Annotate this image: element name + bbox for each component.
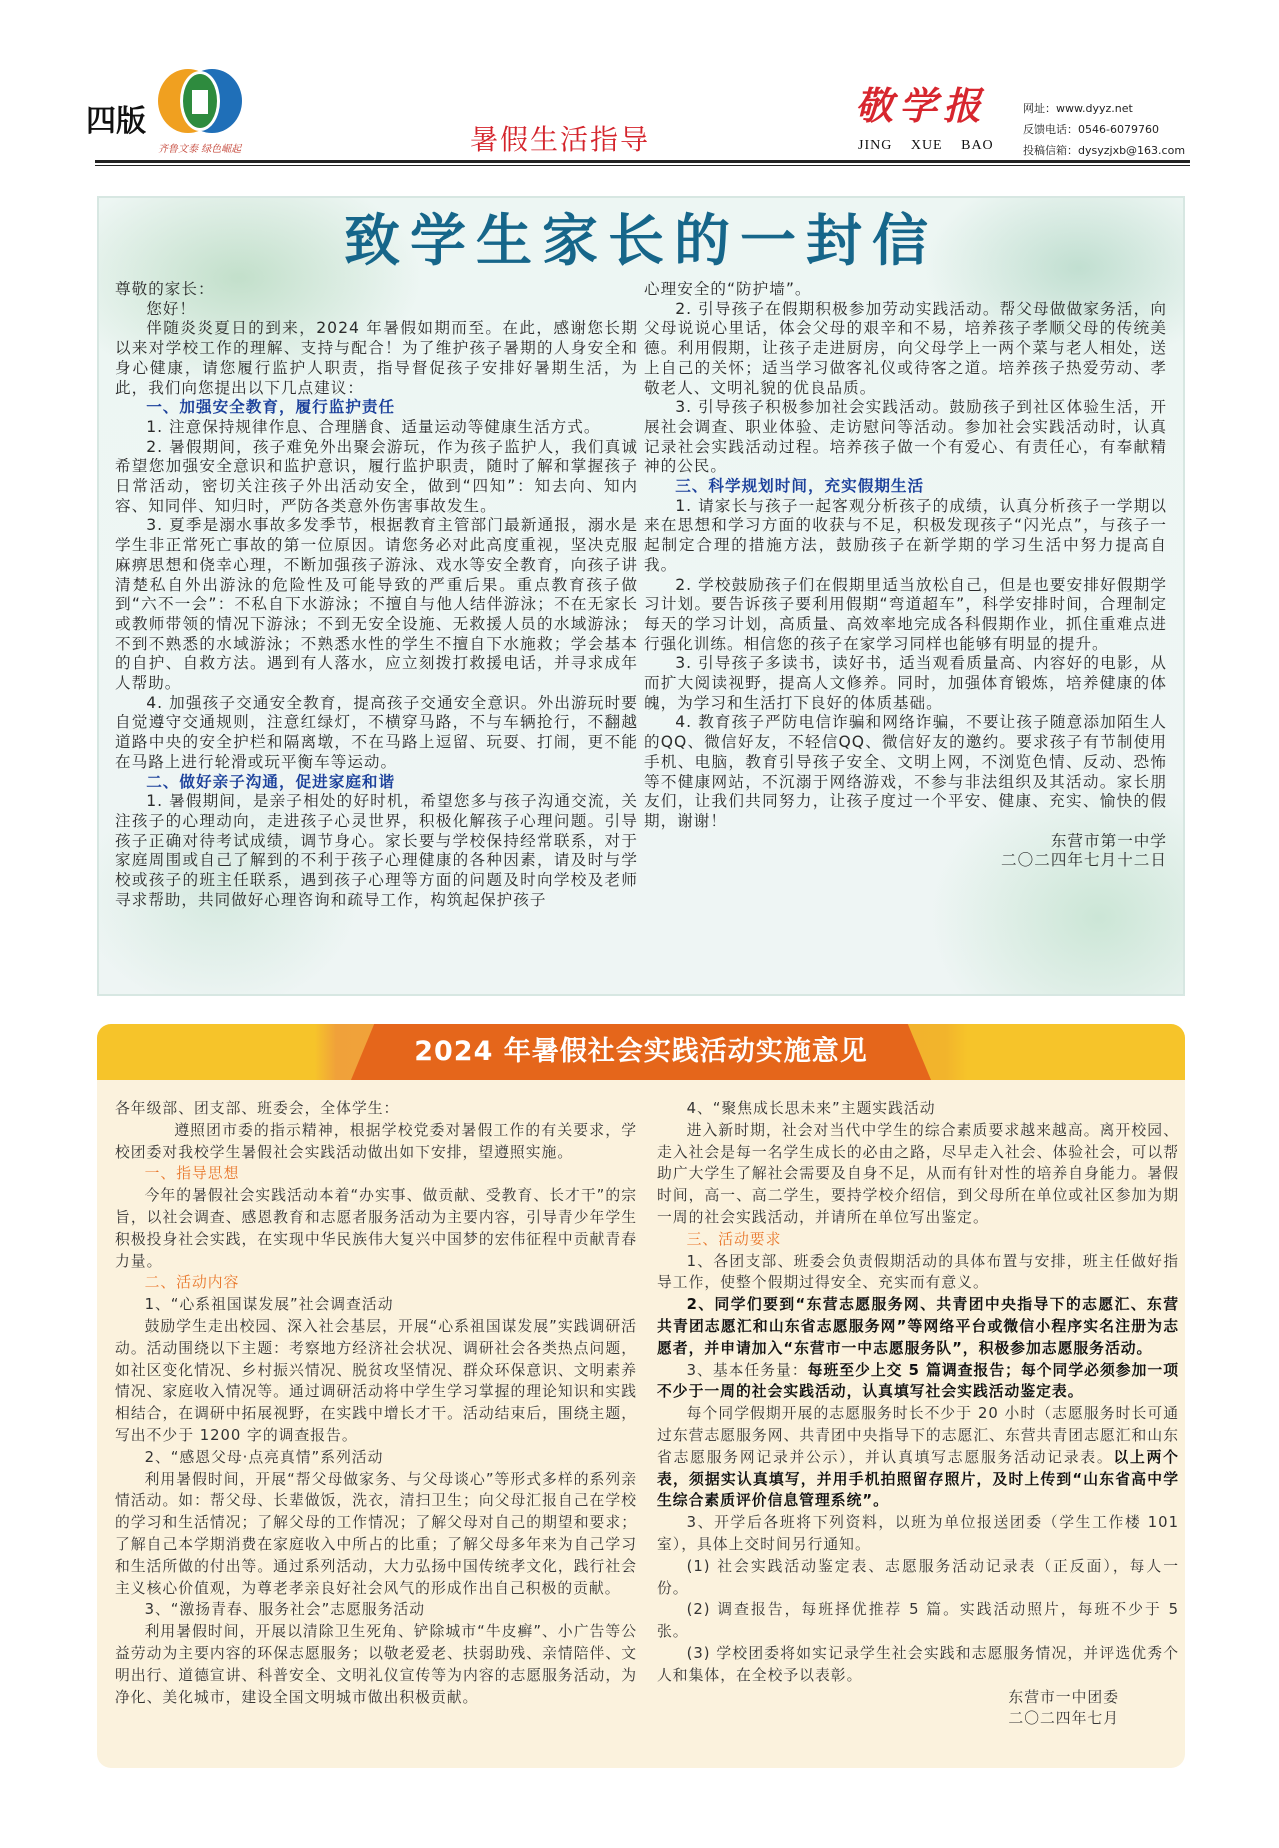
paragraph-text: 今年的暑假社会实践活动本着“办实事、做贡献、受教育、长才干”的宗旨，以社会调查、感恩教育和志愿者服务活动为主要内容，引导青少年学生积极投身社会实践，在实现中华民族伟大复兴中国梦的宏伟征程中贡献青春力量。 (115, 1187, 637, 1270)
paragraph-text: 1、“心系祖国谋发展”社会调查活动 (144, 1296, 394, 1314)
paragraph (115, 319, 638, 398)
section-heading (115, 1163, 637, 1185)
paragraph-text: 心理安全的“防护墙”。 (644, 280, 812, 298)
paragraph (115, 792, 638, 910)
paragraph-text: 鼓励学生走出校园、深入社会基层，开展“心系祖国谋发展”实践调研活动。活动围绕以下主题：考察地方经济社会状况、调研社会各类热点问题，如社区变化情况、乡村振兴情况、脱贫攻坚情况、群众环保意识、文明素养情况、家庭收入情况等。通过调研活动将中学生学习掌握的理论知识和实践相结合，在调研中拓展视野，在实践中增长才干。活动结束后，围绕主题，写出不少于 1200 字的调查报告。 (115, 1317, 637, 1444)
paragraph (115, 1621, 637, 1708)
paragraph (657, 1643, 1179, 1687)
paragraph-text: 1. 暑假期间，是亲子相处的好时机，希望您多与孩子沟通交流，关注孩子的心理动向，走进孩子心灵世界，积极化解孩子心理问题。引导孩子正确对待考试成绩，调节身心。家长要与学校保持经常联系，对于家庭周围或自己了解到的不利于孩子心理健康的各种因素，请及时与学校或孩子的班主任联系，遇到孩子心理等方面的问题及时向学校及老师寻求帮助，共同做好心理咨询和疏导工作，构筑起保护孩子 (115, 792, 638, 909)
paragraph-text: 每个同学假期开展的志愿服务时长不少于 20 小时（志愿服务时长可通过东营志愿服务网、共青团中央指导下的志愿汇、东营共青团志愿汇和山东省志愿服务网记录并公示），并认真填写志愿服务活动记录表。 (657, 1405, 1179, 1466)
signature-line (644, 851, 1217, 871)
paragraph-text: 1. 注意保持规律作息、合理膳食、适量运动等健康生活方式。 (146, 417, 601, 436)
paragraph-text: 2、“感恩父母·点亮真情”系列活动 (144, 1448, 384, 1466)
paragraph (115, 1120, 637, 1164)
paragraph-text: 东营市第一中学 (1050, 831, 1234, 850)
paragraph (644, 654, 1167, 713)
letter-right-column (644, 280, 1234, 871)
bold-text: 每班至少上交 5 篇调查报告；每个同学必须参加一项不少于一周的社会实践活动，认真填写社会实践活动鉴定表。 (657, 1361, 1179, 1401)
logo-tagline: 齐鲁文泰 绿色崛起 (158, 144, 242, 155)
phone: 反馈电话：0546-6079760 (1023, 123, 1159, 136)
bold-text: 2、同学们要到“东营志愿服务网、共青团中央指导下的志愿汇、东营共青团志愿汇和山东省志愿服务网”等网络平台或微信小程序实名注册为志愿者，并申请加入“东营市一中志愿服务队”，积极参加志愿服务活动。 (657, 1296, 1179, 1357)
signature-line (657, 1687, 1179, 1709)
section-title: 暑假生活指导 (470, 123, 651, 156)
paragraph (657, 1512, 1179, 1556)
paragraph-text: 1. 请家长与孩子一起客观分析孩子的成绩，认真分析孩子一学期以来在思想和学习方面的收获与不足，积极发现孩子“闪光点”，与孩子一起制定合理的措施方法，鼓励孩子在新学期的学习生活中努力提高自我。 (644, 496, 1167, 574)
paragraph-text: 一、加强安全教育，履行监护责任 (146, 398, 396, 417)
paragraph (644, 398, 1167, 477)
paragraph-text: 利用暑假时间，开展以清除卫生死角、铲除城市“牛皮癣”、小广告等公益劳动为主要内容的环保志愿服务；以敬老爱老、扶弱助残、亲情陪伴、文明出行、道德宣讲、科普安全、文明礼仪宣传等为内容的志愿服务活动，为净化、美化城市，建设全国文明城市做出积极贡献。 (115, 1623, 637, 1706)
paper-name: 敬学报 (855, 83, 988, 128)
paragraph (657, 1599, 1179, 1643)
paragraph (657, 1360, 1179, 1404)
paragraph (115, 438, 638, 517)
section-heading (644, 477, 1167, 497)
edition-label: 四版 (86, 104, 146, 139)
paragraph (644, 280, 1167, 300)
paragraph (115, 1185, 637, 1272)
paragraph-text: 各年级部、团支部、班委会，全体学生： (115, 1100, 400, 1117)
paragraph (115, 418, 638, 438)
paragraph-text: 3、基本任务量： (686, 1361, 808, 1379)
paragraph (115, 1599, 637, 1621)
paragraph-text: 3. 引导孩子多读书，读好书，适当观看质量高、内容好的电影，从而扩大阅读视野，提高人文修养。同时，加强体育锻炼，培养健康的体魄，为学习和生活打下良好的体质基础。 (644, 654, 1167, 712)
section-heading (657, 1229, 1179, 1251)
paragraph-text: 1、各团支部、班委会负责假期活动的具体布置与安排，班主任做好指导工作，使整个假期过得安全、充实而有意义。 (657, 1252, 1179, 1292)
paragraph (115, 280, 638, 300)
section-heading (115, 1272, 637, 1294)
paragraph-text: 三、科学规划时间，充实假期生活 (675, 477, 925, 496)
email: 投稿信箱：dysyzjxb@163.com (1023, 144, 1186, 157)
paragraph (657, 1403, 1179, 1512)
paragraph-text: (2) 调查报告，每班择优推荐 5 篇。实践活动照片，每班不少于 5 张。 (657, 1601, 1179, 1641)
paragraph-text: 三、活动要求 (686, 1230, 782, 1248)
paragraph-text: 2. 引导孩子在假期积极参加劳动实践活动。帮父母做做家务活，向父母说说心里话，体会父母的艰辛和不易，培养孩子孝顺父母的传统美德。利用假期，让孩子走进厨房，向父母学上一两个菜与老人相处，送上自己的关怀；适当学习做客礼仪或待客之道。培养孩子热爱劳动、孝敬老人、文明礼貌的优良品质。 (644, 299, 1167, 397)
paragraph-text: 3、开学后各班将下列资料，以班为单位报送团委（学生工作楼 101 室），具体上交时间另行通知。 (657, 1514, 1179, 1553)
plan-right-column (657, 1098, 1179, 1730)
paragraph-text: 二〇二四年七月 (1008, 1710, 1119, 1728)
paragraph (657, 1556, 1179, 1600)
paragraph-text: 2. 学校鼓励孩子们在假期里适当放松自己，但是也要安排好假期学习计划。要告诉孩子要利用假期“弯道超车”，科学安排时间，合理制定每天的学习计划，高质量、高效率地完成各科假期作业，抓住重难点进行强化训练。相信您的孩子在家学习同样也能够有明显的提升。 (644, 575, 1167, 653)
plan-banner (97, 1024, 1185, 1080)
page-body (97, 196, 1234, 1768)
signature-line (657, 1708, 1179, 1730)
paragraph-text: 4. 加强孩子交通安全教育，提高孩子交通安全意识。外出游玩时要自觉遵守交通规则，注意红绿灯，不横穿马路，不与车辆抢行，不翻越道路中央的安全护栏和隔离墩，不在马路上逗留、玩耍、打闹，更不能在马路上进行轮滑或玩平衡车等运动。 (115, 693, 638, 771)
plan-article (97, 1080, 1185, 1768)
paragraph-text: 二、做好亲子沟通，促进家庭和谐 (146, 772, 396, 791)
paragraph-text: 东营市一中团委 (1008, 1688, 1135, 1706)
section-heading (115, 398, 638, 418)
paragraph-text: 利用暑假时间，开展“帮父母做家务、与父母谈心”等形式多样的系列亲情活动。如：帮父母、长辈做饭，洗衣，清扫卫生；向父母汇报自己在学校的学习和生活情况；了解父母的工作情况；了解父母对自己的期望和要求；了解自己本学期消费在家庭收入中所占的比重；了解父母多年来为自己学习和生活所做的付出等。通过系列活动，大力弘扬中国传统孝文化，践行社会主义核心价值观，为尊老孝亲良好社会风气的形成作出自己积极的贡献。 (115, 1470, 637, 1597)
signature-line (644, 831, 1234, 852)
website: 网址：www.dyyz.net (1023, 102, 1133, 115)
paragraph-text: 3. 引导孩子积极参加社会实践活动。鼓励孩子到社区体验生活，开展社会调查、职业体验、走访慰问等活动。参加社会实践活动时，认真记录社会实践活动过程。培养孩子做一个有爱心、有责任心，有奉献精神的公民。 (644, 398, 1167, 476)
paragraph-text: 进入新时期，社会对当代中学生的综合素质要求越来越高。离开校园、走入社会是每一名学生成长的必由之路，尽早走入社会、体验社会，可以帮助广大学生了解社会需要及自身不足，从而有针对性的培养自身能力。暑假时间，高一、高二学生，要持学校介绍信，到父母所在单位或社区参加为期一周的社会实践活动，并请所在单位写出鉴定。 (657, 1121, 1179, 1226)
paragraph (644, 300, 1167, 399)
paper-pinyin: JING XUE BAO (858, 138, 994, 153)
paragraph-text: 伴随炎炎夏日的到来，2024 年暑假如期而至。在此，感谢您长期以来对学校工作的理解、支持与配合！为了维护孩子暑期的人身安全和身心健康，请您履行监护人职责，指导督促孩子安排好暑期生活，为此，我们向您提出以下几点建议： (115, 319, 638, 397)
paragraph (644, 576, 1167, 655)
bold-text: 以上两个表，须据实认真填写，并用手机拍照留存照片，及时上传到“山东省高中学生综合素质评价信息管理系统”。 (657, 1448, 1179, 1510)
paragraph (657, 1294, 1179, 1359)
paragraph (644, 497, 1167, 576)
paragraph-text: 二、活动内容 (144, 1274, 240, 1292)
paragraph (115, 1294, 637, 1316)
school-logo-icon (150, 68, 250, 134)
paragraph (115, 1098, 637, 1120)
paragraph (657, 1251, 1179, 1295)
paragraph-text: 尊敬的家长： (115, 280, 215, 298)
paragraph-text: 4. 教育孩子严防电信诈骗和网络诈骗，不要让孩子随意添加陌生人的QQ、微信好友，不轻信QQ、微信好友的邀约。要求孩子有节制使用手机、电脑，教育引导孩子安全、文明上网，不浏览色情、反动、恐怖等不健康网站，不沉溺于网络游戏，不参与非法组织及其活动。家长朋友们，让我们共同努力，让孩子度过一个平安、健康、充实、愉快的假期，谢谢！ (644, 713, 1167, 830)
plan-left-column (115, 1098, 637, 1708)
paragraph-text: 4、“聚焦成长思未来”主题实践活动 (686, 1100, 936, 1117)
letter-left-column (115, 280, 638, 911)
paragraph (657, 1120, 1179, 1229)
header-divider-thin (95, 165, 1190, 166)
paragraph (115, 1316, 637, 1447)
paragraph-text: (3) 学校团委将如实记录学生社会实践和志愿服务情况，并评选优秀个人和集体，在全校予以表彰。 (657, 1644, 1179, 1684)
paragraph-text: 二〇二四年七月十二日 (1001, 851, 1217, 870)
paragraph-text: (1) 社会实践活动鉴定表、志愿服务活动记录表（正反面），每人一份。 (657, 1557, 1179, 1597)
paragraph (115, 516, 638, 693)
paragraph-text: 您好！ (146, 299, 196, 318)
letter-article (97, 196, 1234, 996)
section-heading (115, 773, 638, 793)
paragraph (657, 1098, 1179, 1120)
paragraph-text: 3、“激扬青春、服务社会”志愿服务活动 (144, 1601, 426, 1619)
paragraph-text: 一、指导思想 (144, 1165, 240, 1183)
paragraph (115, 1469, 637, 1600)
plan-title: 2024 年暑假社会实践活动实施意见 (414, 1036, 868, 1067)
paragraph-text: 3. 夏季是溺水事故多发季节，根据教育主管部门最新通报，溺水是学生非正常死亡事故的第一位原因。请您务必对此高度重视，坚决克服麻痹思想和侥幸心理，不断加强孩子游泳、戏水等安全教育，向孩子讲清楚私自外出游泳的危险性及可能导致的严重后果。重点教育孩子做到“六不一会”：不私自下水游泳；不擅自与他人结伴游泳；不在无家长或教师带领的情况下游泳；不到无安全设施、无救援人员的水域游泳；不到不熟悉的水域游泳；不熟悉水性的学生不擅自下水施救；学会基本的自护、自救方法。遇到有人落水，应立刻拨打救援电话，并寻求成年人帮助。 (115, 516, 638, 693)
paragraph (115, 694, 638, 773)
paragraph (115, 1447, 637, 1469)
contact-info (1023, 98, 1185, 161)
paragraph (115, 300, 638, 320)
paragraph (644, 713, 1167, 831)
paragraph-text: 遵照团市委的指示精神，根据学校党委对暑假工作的有关要求，学校团委对我校学生暑假社会实践活动做出如下安排，望遵照实施。 (115, 1121, 637, 1161)
paragraph-text: 2. 暑假期间，孩子难免外出聚会游玩，作为孩子监护人，我们真诚希望您加强安全意识和监护意识，履行监护职责，随时了解和掌握孩子日常活动，密切关注孩子外出活动安全，做到“四知”：知去向、知内容、知同伴、知归时，严防各类意外伤害事故发生。 (115, 437, 638, 515)
letter-title: 致学生家长的一封信 (344, 208, 938, 274)
header-divider (95, 160, 1190, 163)
